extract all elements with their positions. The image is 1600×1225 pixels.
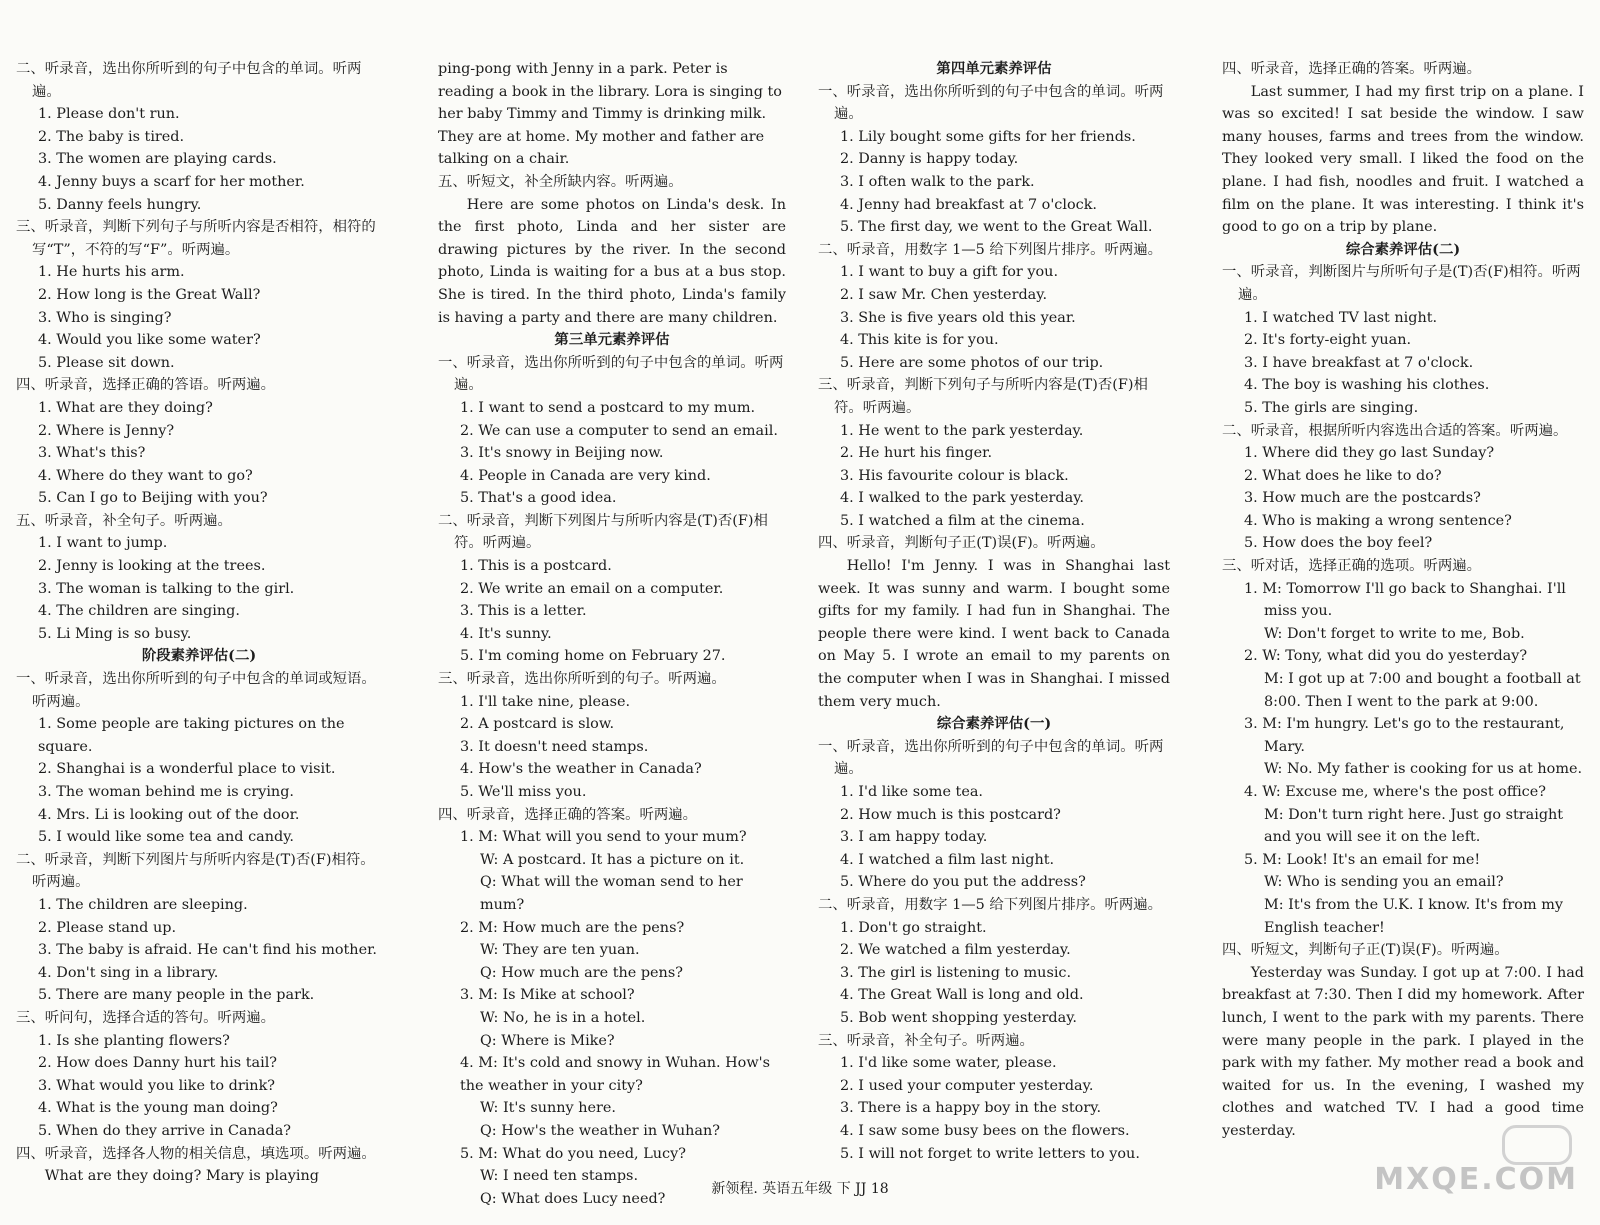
- dialogue-line: 1. M: Tomorrow I'll go back to Shanghai. I'll miss you.: [1244, 580, 1566, 620]
- list-item: 3. What would you like to drink?: [38, 1077, 276, 1094]
- unit-title: 综合素养评估(二): [1345, 240, 1461, 258]
- list-item: 3. This is a letter.: [460, 603, 587, 620]
- dialogue-line: Q: What does Lucy need?: [480, 1190, 666, 1207]
- section-heading: 四、听录音，选择正确的答案。听两遍。: [1222, 61, 1482, 77]
- section-heading: 二、听录音，判断下列图片与所听内容是(T)否(F)相符。听两遍。: [438, 512, 768, 552]
- dialogue-line: 5. M: What do you need, Lucy?: [460, 1145, 686, 1162]
- dialogue-line: Q: Where is Mike?: [480, 1032, 615, 1049]
- section-heading: 一、听录音，判断图片与所听句子是(T)否(F)相符。听两遍。: [1222, 264, 1581, 303]
- list-item: 1. I'll take nine, please.: [460, 693, 631, 710]
- dialogue-line: W: A postcard. It has a picture on it.: [480, 851, 745, 868]
- section-heading: 二、听录音，用数字 1—5 给下列图片排序。听两遍。: [818, 896, 1163, 913]
- section-heading: 一、听录音，选出你所听到的句子中包含的单词。听两遍。: [438, 354, 784, 394]
- list-item: 1. I'd like some water, please.: [840, 1055, 1057, 1072]
- list-item: 5. The first day, we went to the Great Wall.: [840, 219, 1153, 236]
- list-item: 4. It's sunny.: [460, 625, 552, 642]
- list-item: 4. The boy is washing his clothes.: [1244, 377, 1490, 394]
- list-item: 2. I used your computer yesterday.: [840, 1077, 1094, 1094]
- list-item: 4. This kite is for you.: [840, 332, 999, 349]
- list-item: 5. I will not forget to write letters to you.: [840, 1145, 1140, 1162]
- list-item: 1. Some people are taking pictures on the square.: [38, 716, 345, 755]
- list-item: 3. I have breakfast at 7 o'clock.: [1244, 354, 1474, 371]
- dialogue-line: M: Don't turn right here. Just go straight and you will see it on the left.: [1264, 806, 1564, 846]
- section-heading: 三、听录音，选出你所听到的句子。听两遍。: [438, 671, 726, 688]
- list-item: 3. The girl is listening to music.: [840, 964, 1072, 981]
- list-item: 2. Danny is happy today.: [840, 151, 1019, 168]
- list-item: 5. I would like some tea and candy.: [38, 829, 295, 846]
- list-item: 1. I want to jump.: [38, 535, 168, 552]
- list-item: 4. I saw some busy bees on the flowers.: [840, 1122, 1130, 1139]
- list-item: 3. I often walk to the park.: [840, 173, 1035, 190]
- list-item: 5. Can I go to Beijing with you?: [38, 490, 268, 507]
- section-heading: 五、听短文，补全所缺内容。听两遍。: [438, 173, 683, 190]
- unit-title: 阶段素养评估(二): [141, 647, 257, 665]
- column-4: [1222, 58, 1584, 1143]
- list-item: 5. When do they arrive in Canada?: [38, 1122, 291, 1139]
- list-item: 3. The baby is afraid. He can't find his mother.: [38, 942, 377, 959]
- list-item: 1. Lily bought some gifts for her friends.: [840, 128, 1136, 145]
- list-item: 5. Please sit down.: [38, 354, 175, 371]
- list-item: 5. Where do you put the address?: [840, 874, 1086, 891]
- section-heading: 三、听录音，判断下列句子与所听内容是(T)否(F)相符。听两遍。: [818, 377, 1148, 416]
- dialogue-line: W: It's sunny here.: [480, 1100, 616, 1117]
- passage: What are they doing? Mary is playing: [44, 1168, 319, 1185]
- list-item: 1. This is a postcard.: [460, 558, 612, 575]
- dialogue-line: W: No. My father is cooking for us at home.: [1264, 761, 1583, 778]
- list-item: 4. I walked to the park yesterday.: [840, 490, 1085, 507]
- list-item: 2. A postcard is slow.: [460, 716, 615, 733]
- list-item: 2. We write an email on a computer.: [460, 580, 724, 597]
- passage: Yesterday was Sunday. I got up at 7:00. I had breakfast at 7:30. Then I did my homework. After lunch, I went to the park with my parents. There were many people in the park. I played in the park with my father. My mother read a book and waited for us. In the evening, I washed my clothes and watched TV. I had a good time yesterday.: [1222, 964, 1584, 1139]
- dialogue-line: M: It's from the U.K. I know. It's from my English teacher!: [1264, 896, 1563, 936]
- section-heading: 三、听录音，判断下列句子与所听内容是否相符，相符的写“T”，不符的写“F”。听两遍。: [16, 219, 376, 258]
- section-heading: 四、听录音，选择各人物的相关信息，填选项。听两遍。: [16, 1145, 376, 1162]
- dialogue-line: Q: How much are the pens?: [480, 964, 683, 981]
- list-item: 5. That's a good idea.: [460, 490, 617, 507]
- list-item: 3. The woman is talking to the girl.: [38, 580, 295, 597]
- section-heading: 一、听录音，选出你所听到的句子中包含的单词或短语。听两遍。: [16, 671, 376, 710]
- list-item: 5. Here are some photos of our trip.: [840, 354, 1104, 371]
- page-footer: 新领程. 英语五年级 下 JJ 18: [711, 1181, 889, 1197]
- section-heading: 二、听录音，选出你所听到的句子中包含的单词。听两遍。: [16, 61, 362, 100]
- list-item: 2. Please stand up.: [38, 919, 177, 936]
- list-item: 2. Jenny is looking at the trees.: [38, 558, 266, 575]
- dialogue-line: 2. W: Tony, what did you do yesterday?: [1244, 648, 1528, 665]
- section-heading: 四、听短文，判断句子正(T)误(F)。听两遍。: [1222, 942, 1509, 959]
- list-item: 3. How much are the postcards?: [1244, 490, 1481, 507]
- list-item: 3. It's snowy in Beijing now.: [460, 445, 664, 462]
- list-item: 4. Would you like some water?: [38, 332, 261, 349]
- list-item: 5. The girls are singing.: [1244, 399, 1419, 416]
- unit-title: 第三单元素养评估: [554, 331, 670, 349]
- list-item: 4. How's the weather in Canada?: [460, 761, 702, 778]
- column-2: [438, 58, 786, 1210]
- list-item: 1. Don't go straight.: [840, 919, 987, 936]
- list-item: 1. Is she planting flowers?: [38, 1032, 230, 1049]
- list-item: 4. Mrs. Li is looking out of the door.: [38, 806, 300, 823]
- section-heading: 三、听问句，选择合适的答句。听两遍。: [16, 1009, 276, 1026]
- section-heading: 四、听录音，选择正确的答语。听两遍。: [16, 377, 276, 394]
- list-item: 3. Who is singing?: [38, 309, 172, 326]
- list-item: 2. How does Danny hurt his tail?: [38, 1055, 278, 1072]
- watermark: MXQE.COM: [1374, 1162, 1578, 1197]
- section-heading: 二、听录音，根据所听内容选出合适的答案。听两遍。: [1222, 422, 1568, 439]
- passage: ping-pong with Jenny in a park. Peter is reading a book in the library. Lora is singing to her baby Timmy and Timmy is drinking milk. They are at home. My mother and father are talking on a chair.: [438, 61, 782, 168]
- dialogue-line: Q: How's the weather in Wuhan?: [480, 1122, 720, 1139]
- list-item: 1. I watched TV last night.: [1244, 309, 1438, 326]
- list-item: 3. What's this?: [38, 445, 146, 462]
- list-item: 1. He went to the park yesterday.: [840, 422, 1084, 439]
- list-item: 5. Bob went shopping yesterday.: [840, 1009, 1077, 1026]
- list-item: 3. I am happy today.: [840, 829, 988, 846]
- section-heading: 二、听录音，用数字 1—5 给下列图片排序。听两遍。: [818, 241, 1163, 258]
- column-3: [818, 58, 1170, 1165]
- list-item: 3. His favourite colour is black.: [840, 467, 1069, 484]
- list-item: 3. She is five years old this year.: [840, 309, 1076, 326]
- list-item: 1. Please don't run.: [38, 106, 180, 123]
- list-item: 2. I saw Mr. Chen yesterday.: [840, 286, 1048, 303]
- list-item: 4. The children are singing.: [38, 603, 240, 620]
- section-heading: 五、听录音，补全句子。听两遍。: [16, 512, 232, 529]
- column-1: [16, 58, 382, 1188]
- list-item: 3. There is a happy boy in the story.: [840, 1100, 1102, 1117]
- dialogue-line: 3. M: I'm hungry. Let's go to the restaurant, Mary.: [1244, 716, 1565, 755]
- list-item: 1. I'd like some tea.: [840, 784, 983, 800]
- watermark-logo: [1502, 1125, 1572, 1165]
- list-item: 1. I want to buy a gift for you.: [840, 264, 1059, 281]
- dialogue-line: 4. M: It's cold and snowy in Wuhan. How's the weather in your city?: [460, 1055, 770, 1094]
- dialogue-line: W: No, he is in a hotel.: [480, 1009, 646, 1026]
- list-item: 5. There are many people in the park.: [38, 987, 315, 1004]
- list-item: 1. The children are sleeping.: [38, 896, 248, 913]
- list-item: 3. The woman behind me is crying.: [38, 784, 294, 800]
- list-item: 4. People in Canada are very kind.: [460, 467, 711, 484]
- section-heading: 三、听对话，选择正确的选项。听两遍。: [1222, 558, 1482, 575]
- dialogue-line: W: I need ten stamps.: [480, 1168, 639, 1185]
- list-item: 1. What are they doing?: [38, 399, 213, 416]
- list-item: 1. He hurts his arm.: [38, 264, 185, 281]
- section-heading: 四、听录音，判断句子正(T)误(F)。听两遍。: [818, 535, 1105, 552]
- list-item: 5. We'll miss you.: [460, 784, 587, 800]
- list-item: 2. How long is the Great Wall?: [38, 286, 261, 303]
- unit-title: 第四单元素养评估: [936, 60, 1052, 77]
- section-heading: 三、听录音，补全句子。听两遍。: [818, 1032, 1034, 1049]
- dialogue-line: 3. M: Is Mike at school?: [460, 987, 635, 1004]
- section-heading: 二、听录音，判断下列图片与所听内容是(T)否(F)相符。听两遍。: [16, 851, 375, 891]
- unit-title: 综合素养评估(一): [936, 715, 1052, 733]
- section-heading: 一、听录音，选出你所听到的句子中包含的单词。听两遍。: [818, 83, 1164, 123]
- list-item: 3. It doesn't need stamps.: [460, 738, 649, 755]
- passage: Hello! I'm Jenny. I was in Shanghai last week. It was sunny and warm. I bought some gifts for my family. I had fun in Shanghai. The people there were kind. I went back to Canada on May 5. I wrote an email to my parents on the computer when I was in Shanghai. I missed them very much.: [818, 558, 1170, 710]
- list-item: 2. Shanghai is a wonderful place to visit.: [38, 761, 336, 778]
- list-item: 2. We watched a film yesterday.: [840, 942, 1071, 959]
- list-item: 5. I'm coming home on February 27.: [460, 648, 726, 665]
- section-heading: 一、听录音，选出你所听到的句子中包含的单词。听两遍。: [818, 738, 1164, 778]
- passage: Here are some photos on Linda's desk. In the first photo, Linda and her sister are drawing pictures by the river. In the second photo, Linda is waiting for a bus at a bus stop. She is tired. In the third photo, Linda's family is having a party and there are many children.: [438, 196, 786, 326]
- dialogue-line: 4. W: Excuse me, where's the post office?: [1244, 784, 1546, 800]
- list-item: 4. Don't sing in a library.: [38, 964, 219, 981]
- dialogue-line: 2. M: How much are the pens?: [460, 919, 685, 936]
- list-item: 4. I watched a film last night.: [840, 851, 1055, 868]
- dialogue-line: M: I got up at 7:00 and bought a football at 8:00. Then I went to the park at 9:00.: [1264, 671, 1581, 710]
- list-item: 5. How does the boy feel?: [1244, 535, 1433, 552]
- dialogue-line: Q: What will the woman send to her mum?: [480, 874, 743, 913]
- list-item: 5. I watched a film at the cinema.: [840, 512, 1085, 529]
- section-heading: 四、听录音，选择正确的答案。听两遍。: [438, 806, 698, 823]
- list-item: 2. What does he like to do?: [1244, 467, 1442, 484]
- list-item: 2. We can use a computer to send an email.: [460, 422, 778, 439]
- list-item: 1. Where did they go last Sunday?: [1244, 445, 1495, 462]
- passage: Last summer, I had my first trip on a plane. I was so excited! I sat beside the window. I saw many houses, farms and trees from the window. They looked very small. I liked the food on the plane. I had fish, noodles and fruit. I watched a film on the plane. It was interesting. I think it's good to go on a trip by plane.: [1222, 83, 1584, 236]
- list-item: 4. Jenny buys a scarf for her mother.: [38, 173, 305, 190]
- list-item: 2. The baby is tired.: [38, 128, 185, 145]
- list-item: 4. What is the young man doing?: [38, 1100, 278, 1117]
- list-item: 3. The women are playing cards.: [38, 151, 277, 168]
- list-item: 4. The Great Wall is long and old.: [840, 987, 1084, 1004]
- list-item: 2. Where is Jenny?: [38, 422, 175, 439]
- list-item: 4. Jenny had breakfast at 7 o'clock.: [840, 196, 1097, 213]
- list-item: 2. He hurt his finger.: [840, 445, 993, 462]
- list-item: 2. How much is this postcard?: [840, 806, 1061, 823]
- dialogue-line: W: Don't forget to write to me, Bob.: [1264, 625, 1525, 642]
- list-item: 1. I want to send a postcard to my mum.: [460, 399, 756, 416]
- list-item: 4. Where do they want to go?: [38, 467, 253, 484]
- list-item: 5. Danny feels hungry.: [38, 196, 202, 213]
- dialogue-line: 1. M: What will you send to your mum?: [460, 829, 747, 846]
- list-item: 2. It's forty-eight yuan.: [1244, 332, 1412, 349]
- list-item: 4. Who is making a wrong sentence?: [1244, 512, 1512, 529]
- list-item: 5. Li Ming is so busy.: [38, 625, 192, 642]
- dialogue-line: 5. M: Look! It's an email for me!: [1244, 851, 1481, 868]
- dialogue-line: W: Who is sending you an email?: [1264, 874, 1504, 891]
- dialogue-line: W: They are ten yuan.: [480, 942, 640, 959]
